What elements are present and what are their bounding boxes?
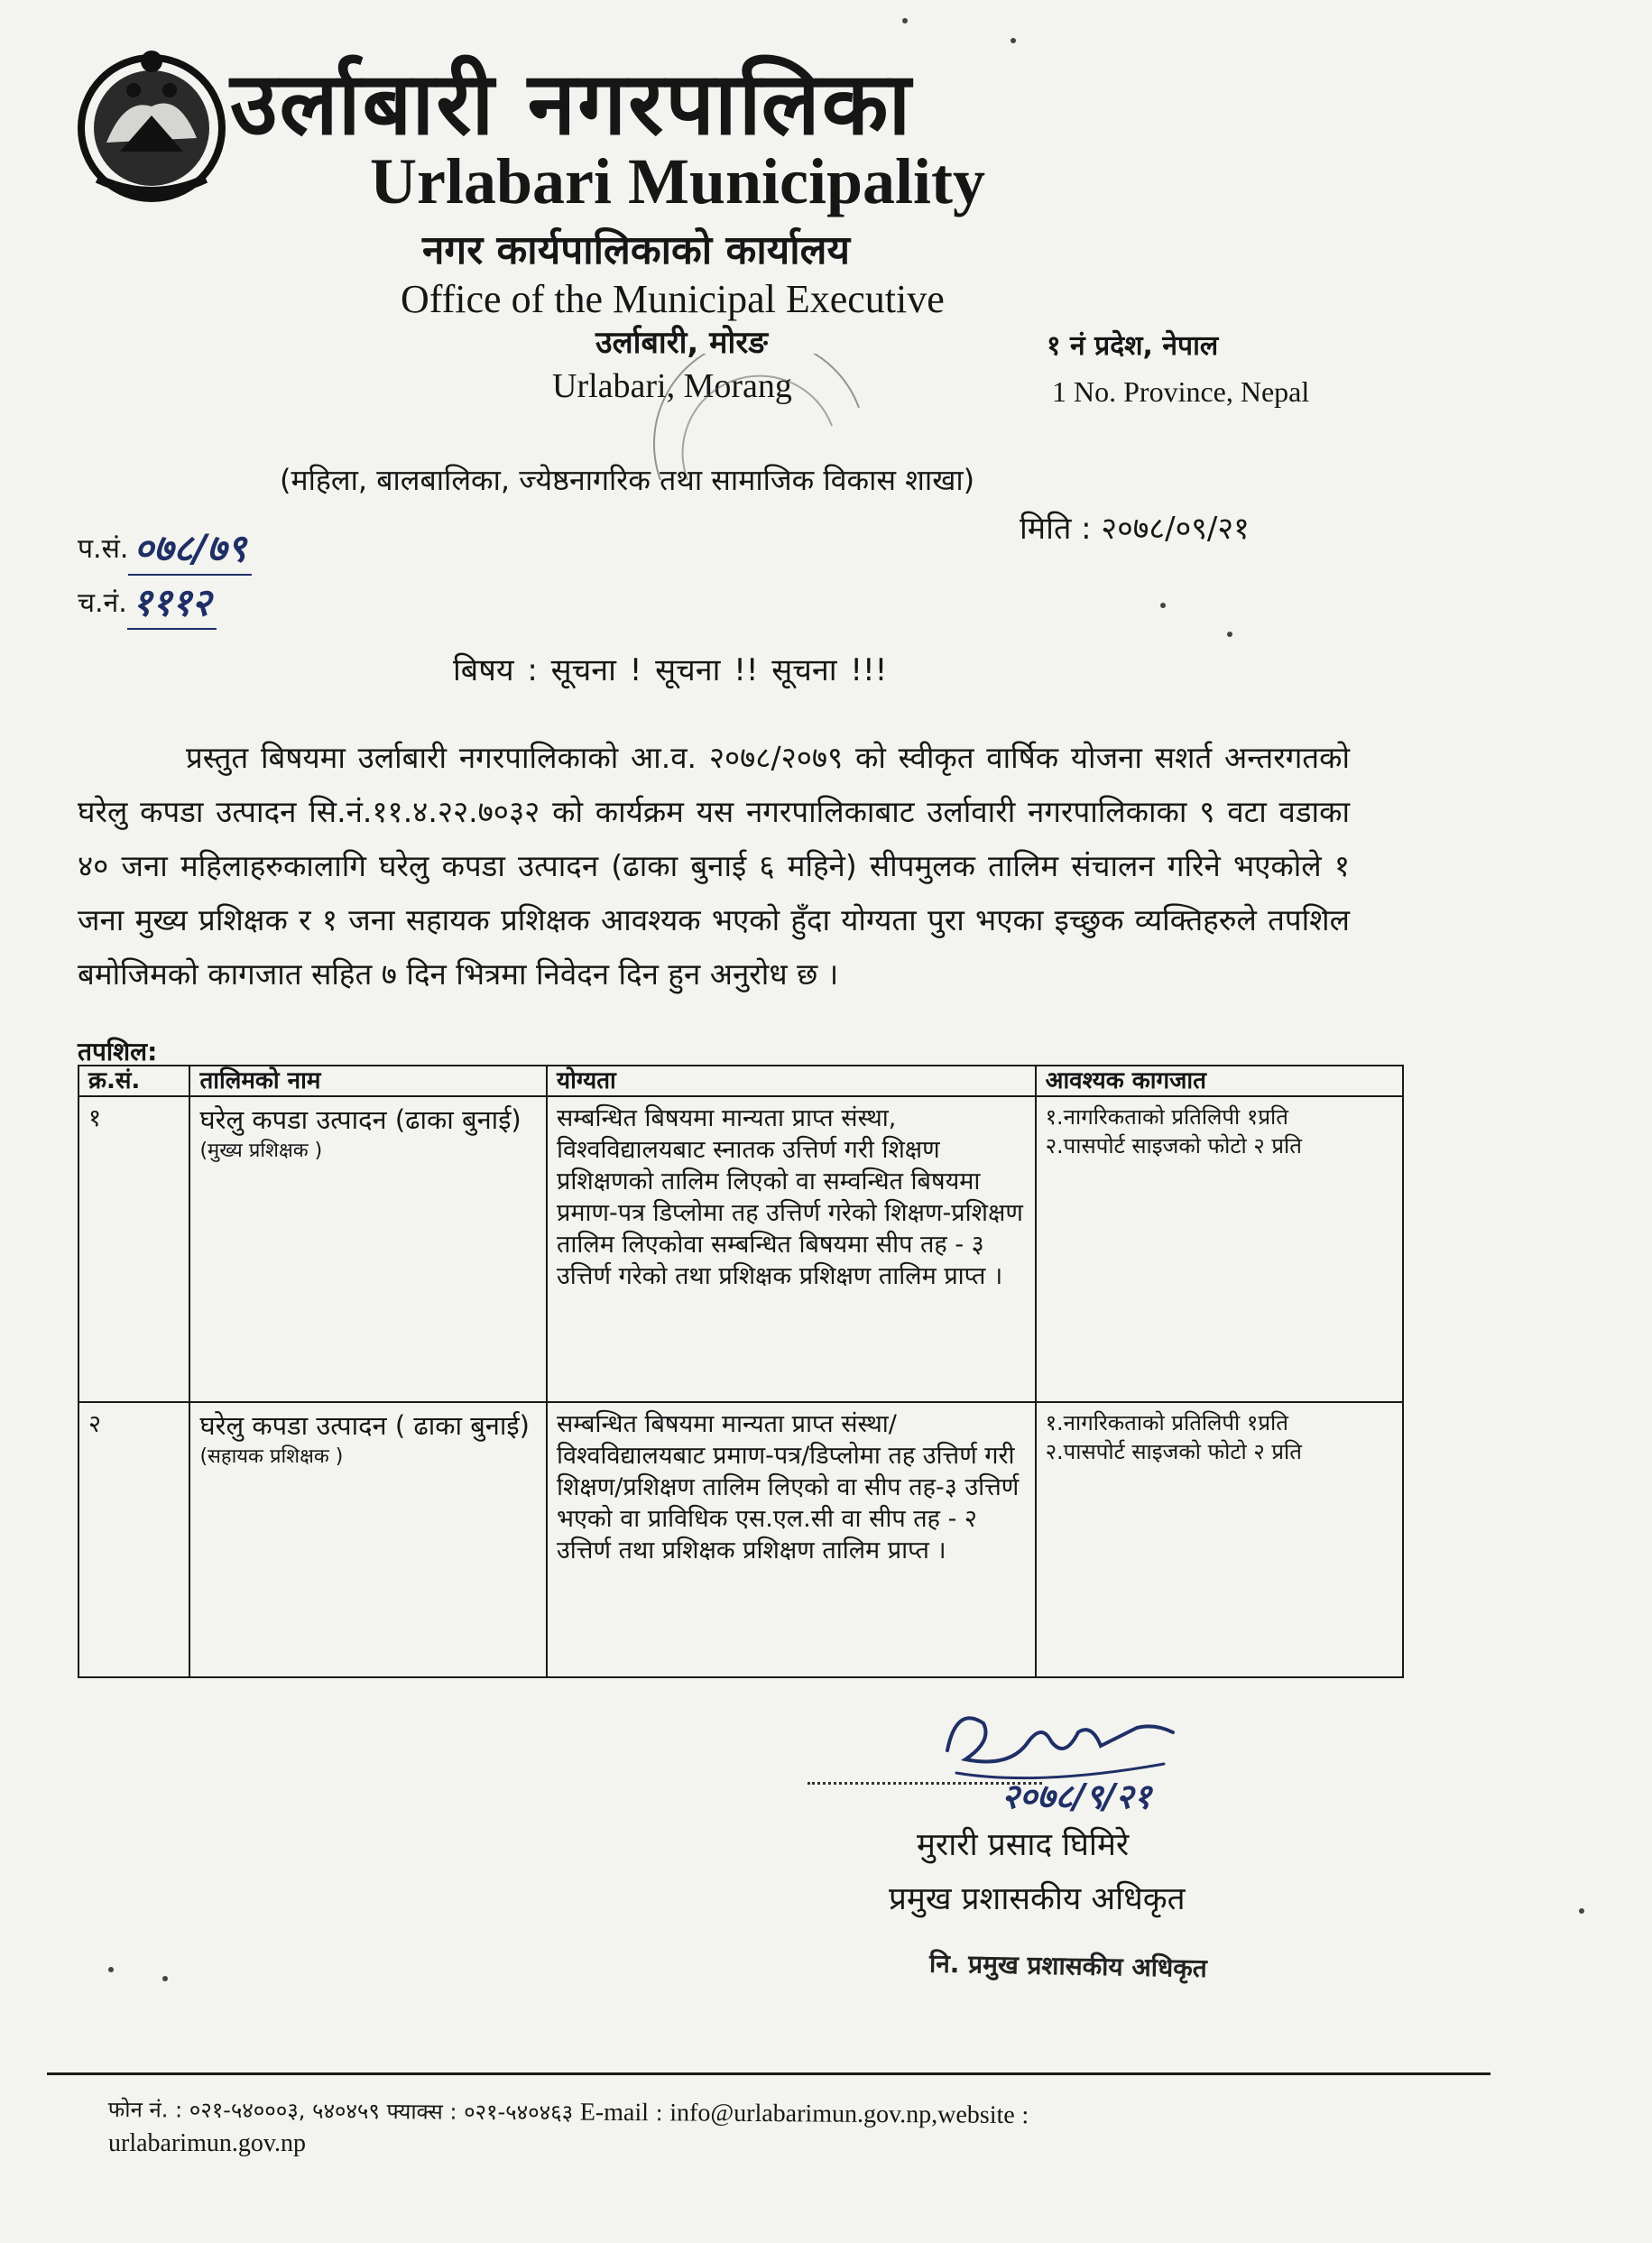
cell-training-name [189,1096,547,1402]
email-address: info@urlabarimun.gov.np,website [669,2099,1015,2130]
cell-documents [1036,1096,1403,1402]
document-item: २.पासपोर्ट साइजको फोटो २ प्रति [1045,1133,1302,1158]
cell-serial: १ [78,1096,189,1402]
document-item: १.नागरिकताको प्रतिलिपी १प्रति [1045,1410,1288,1436]
signature-date: २०७८/९/२१ [1001,1777,1152,1816]
trainer-role: (मुख्य प्रशिक्षक ) [199,1140,323,1162]
reference-cha-na-label: च.नं. [78,587,127,619]
header-qualification: योग्यता [547,1066,1036,1096]
trainer-role: (सहायक प्रशिक्षक ) [199,1445,344,1469]
branch-name: (महिला, बालबालिका, ज्येष्ठनागरिक तथा सामाजिक विकास शाखा) [280,463,975,497]
reference-pa-sa-value: ०७८/७९ [128,523,252,576]
fax-number: ०२१-५४०४६३ [464,2099,574,2126]
document-item: २.पासपोर्ट साइजको फोटो २ प्रति [1045,1439,1302,1465]
reference-cha-na [78,577,420,628]
office-name-nepali: नगर कार्यपालिकाको कार्यालय [422,227,850,273]
municipality-name-nepali: उर्लाबारी नगरपालिका [230,53,913,154]
cell-training-name [189,1402,547,1677]
cell-documents [1036,1402,1403,1677]
acting-officer-stamp: नि. प्रमुख प्रशासकीय अधिकृत [928,1948,1208,1984]
header-training-name: तालिमको नाम [189,1066,547,1096]
header-documents: आवश्यक कागजात [1036,1066,1403,1096]
signatory-title: प्रमुख प्रशासकीय अधिकृत [889,1881,1186,1917]
nepal-emblem-icon [70,43,233,206]
subject-line: बिषय : सूचना ! सूचना !! सूचना !!! [453,652,888,688]
reference-pa-sa [78,523,420,574]
reference-pa-sa-label: प.सं. [78,533,129,565]
fax-label: फ्याक्स [386,2099,443,2125]
province-english: 1 No. Province, Nepal [1052,375,1310,408]
header-serial: क्र.सं. [78,1066,189,1096]
footer-divider [47,2072,1490,2075]
training-name: घरेलु कपडा उत्पादन ( ढाका बुनाई) [199,1410,530,1442]
province-nepali: १ नं प्रदेश, नेपाल [1047,330,1219,362]
municipality-name-english: Urlabari Municipality [370,145,985,217]
location-english: Urlabari, Morang [552,367,792,405]
cell-serial: २ [78,1402,189,1677]
training-name: घरेलु कपडा उत्पादन (ढाका बुनाई) [199,1104,521,1135]
reference-cha-na-value: १११२ [127,577,217,630]
phone-number: ०२१-५४०००३, ५४०४५९ [189,2097,381,2125]
location-nepali: उर्लाबारी, मोरङ [595,325,768,361]
website-url: urlabarimun.gov.np [108,2129,307,2157]
requirements-table [78,1065,1404,1678]
email-label: E-mail [579,2098,650,2128]
footer-contact-line: फोन नं. : ०२१-५४०००३, ५४०४५९ फ्याक्स : ०२१-५४०४६३ E-mail : info@urlabarimun.gov.np,website : [107,2096,1029,2130]
cell-qualification: सम्बन्धित बिषयमा मान्यता प्राप्त संस्था/विश्वविद्यालयबाट प्रमाण-पत्र/डिप्लोमा तह उत्तिर्ण गरी शिक्षण/प्रशिक्षण तालिम लिएको वा सीप तह-३ उत्तिर्ण भएको वा प्राविधिक एस.एल.सी वा सीप तह - २ उत्तिर्ण तथा प्रशिक्षक प्रशिक्षण तालिम प्राप्त । [547,1402,1036,1677]
issue-date: मिति : २०७८/०९/२१ [1020,511,1250,547]
office-name-english: Office of the Municipal Executive [401,277,945,321]
phone-label: फोन नं. [107,2096,169,2123]
document-item: १.नागरिकताको प्रतिलिपी १प्रति [1045,1104,1288,1130]
table-row [78,1402,1403,1677]
table-caption: तपशिल: [78,1037,158,1066]
table-row [78,1096,1403,1402]
table-header-row [78,1066,1403,1096]
cell-qualification: सम्बन्धित बिषयमा मान्यता प्राप्त संस्था, विश्वविद्यालयबाट स्नातक उत्तिर्ण गरी शिक्षण प्रशिक्षणको तालिम लिएको वा सम्वन्धित बिषयमा प्रमाण-पत्र डिप्लोमा तह उत्तिर्ण गरेको शिक्षण-प्रशिक्षण तालिम लिएकोवा सम्बन्धित बिषयमा सीप तह - ३ उत्तिर्ण गरेको तथा प्रशिक्षक प्रशिक्षण तालिम प्राप्त । [547,1096,1036,1402]
signatory-name: मुरारी प्रसाद घिमिरे [917,1827,1130,1863]
notice-body: प्रस्तुत बिषयमा उर्लाबारी नगरपालिकाको आ.व. २०७८/२०७९ को स्वीकृत वार्षिक योजना सशर्त अन्तरगतको घरेलु कपडा उत्पादन सि.नं.११.४.२२.७०३२ को कार्यक्रम यस नगरपालिकाबाट उर्लावारी नगरपालिकाका ९ वटा वडाका ४० जना महिलाहरुकालागि घरेलु कपडा उत्पादन (ढाका बुनाई ६ महिने) सीपमुलक तालिम संचालन गरिने भएकोले १ जना मुख्य प्रशिक्षक र १ जना सहायक प्रशिक्षक आवश्यक भएको हुँदा योग्यता पुरा भएका इच्छुक व्यक्तिहरुले तपशिल बमोजिमको कागजात सहित ७ दिन भित्रमा निवेदन दिन हुन अनुरोध छ । [78,740,1350,992]
